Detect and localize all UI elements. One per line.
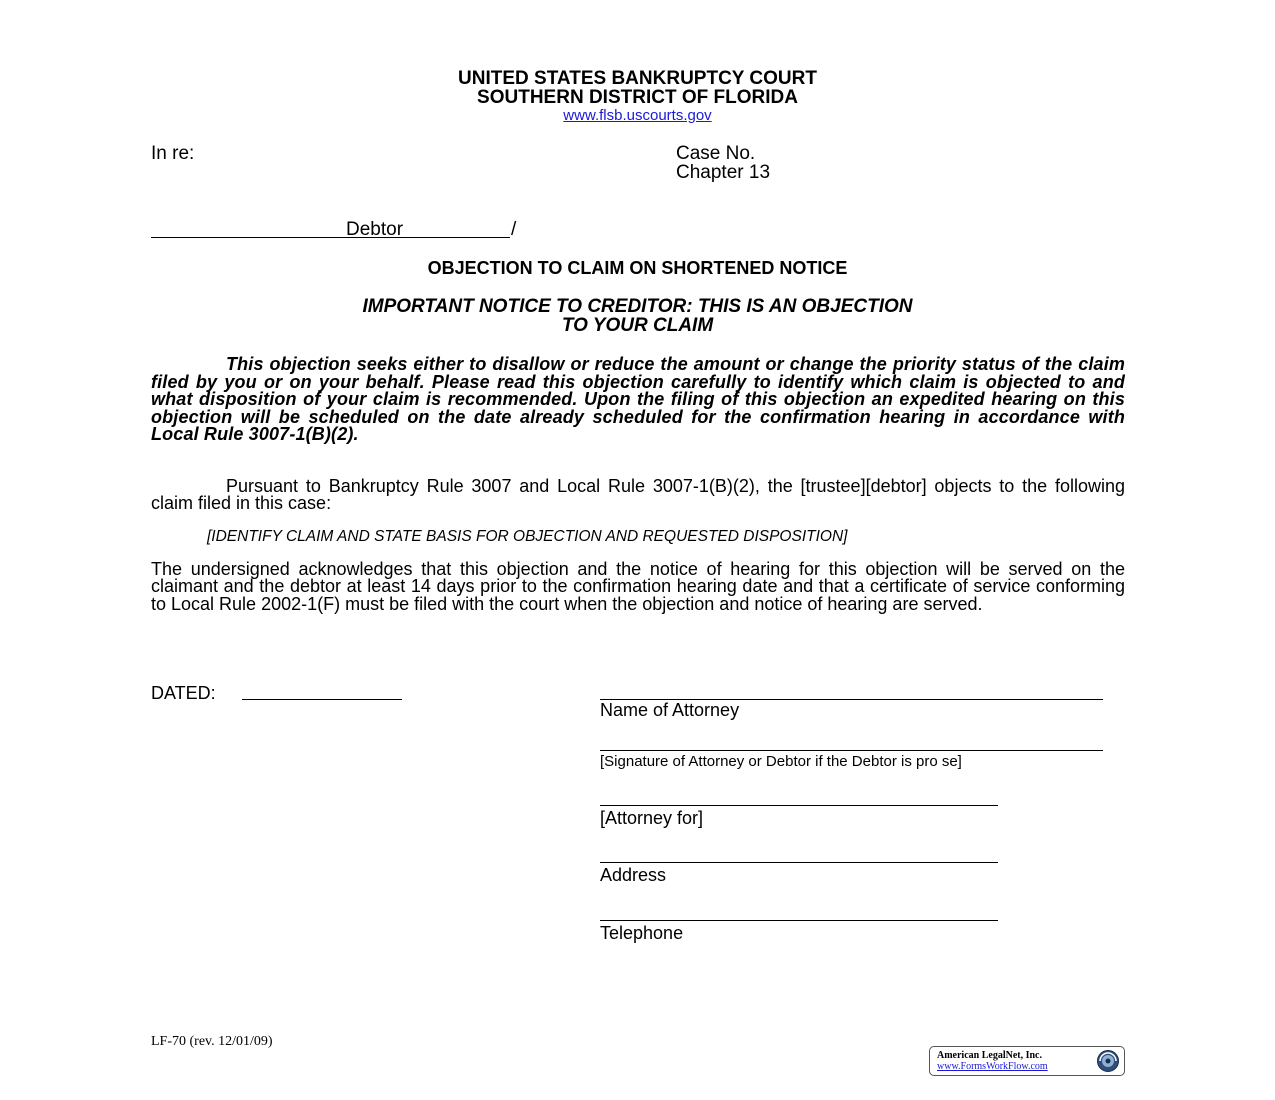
badge-company-name: American LegalNet, Inc.	[937, 1050, 1042, 1061]
notice-heading-line1: IMPORTANT NOTICE TO CREDITOR: THIS IS AN OBJECTION	[362, 296, 913, 317]
court-website-row	[0, 107, 1275, 125]
identify-claim-instruction: [IDENTIFY CLAIM AND STATE BASIS FOR OBJECTION AND REQUESTED DISPOSITION]	[207, 528, 848, 545]
dated-blank[interactable]	[242, 699, 402, 700]
pursuant-text: Pursuant to Bankruptcy Rule 3007 and Local Rule 3007-1(B)(2), the [trustee][debtor] objects to the following claim filed in this case:	[151, 476, 1125, 514]
court-website-link[interactable]: www.flsb.uscourts.gov	[563, 107, 712, 124]
attorney-for-label: [Attorney for]	[600, 808, 704, 828]
court-name-line2: SOUTHERN DISTRICT OF FLORIDA	[477, 87, 798, 108]
debtor-slash: /	[511, 219, 517, 240]
objection-notice-paragraph	[151, 356, 1125, 444]
in-re-label: In re:	[151, 143, 195, 164]
badge-website-link[interactable]: www.FormsWorkFlow.com	[937, 1061, 1048, 1072]
acknowledgement-paragraph: The undersigned acknowledges that this objection and the notice of hearing for this objection will be served on the claimant and the debtor at least 14 days prior to the confirmation hearing date and that a certificate of service conforming to Local Rule 2002-1(F) must be filed with the court when the objection and notice of hearing are served.	[151, 559, 1125, 614]
chapter-label: Chapter 13	[676, 162, 771, 183]
debtor-label: Debtor	[346, 219, 404, 240]
telephone-label: Telephone	[600, 923, 684, 943]
objection-notice-text: This objection seeks either to disallow or reduce the amount or change the priority status of the claim filed by you or on your behalf. Please read this objection carefully to identify which claim is objected to and what disposition of your claim is recommended. Upon the filing of this objection an expedited hearing on this objection will be scheduled on the date already scheduled for the confirmation hearing in accordance with Local Rule 3007-1(B)(2).	[151, 354, 1125, 445]
case-number-label: Case No.	[676, 143, 756, 164]
legalnet-badge[interactable]	[929, 1046, 1125, 1076]
court-name-line1: UNITED STATES BANKRUPTCY COURT	[458, 68, 817, 89]
signature-blank[interactable]	[600, 750, 1103, 751]
attorney-for-blank[interactable]	[600, 805, 998, 806]
telephone-blank[interactable]	[600, 920, 998, 921]
globe-logo-icon	[1096, 1049, 1120, 1073]
name-of-attorney-label: Name of Attorney	[600, 700, 740, 720]
address-blank[interactable]	[600, 862, 998, 863]
dated-label: DATED:	[151, 683, 216, 703]
form-revision: LF-70 (rev. 12/01/09)	[151, 1034, 273, 1049]
address-label: Address	[600, 865, 667, 885]
debtor-name-blank[interactable]	[151, 237, 510, 238]
signature-label: [Signature of Attorney or Debtor if the Debtor is pro se]	[600, 753, 962, 770]
document-title: OBJECTION TO CLAIM ON SHORTENED NOTICE	[427, 258, 848, 278]
pursuant-paragraph	[151, 478, 1125, 513]
notice-heading-line2: TO YOUR CLAIM	[561, 315, 714, 336]
